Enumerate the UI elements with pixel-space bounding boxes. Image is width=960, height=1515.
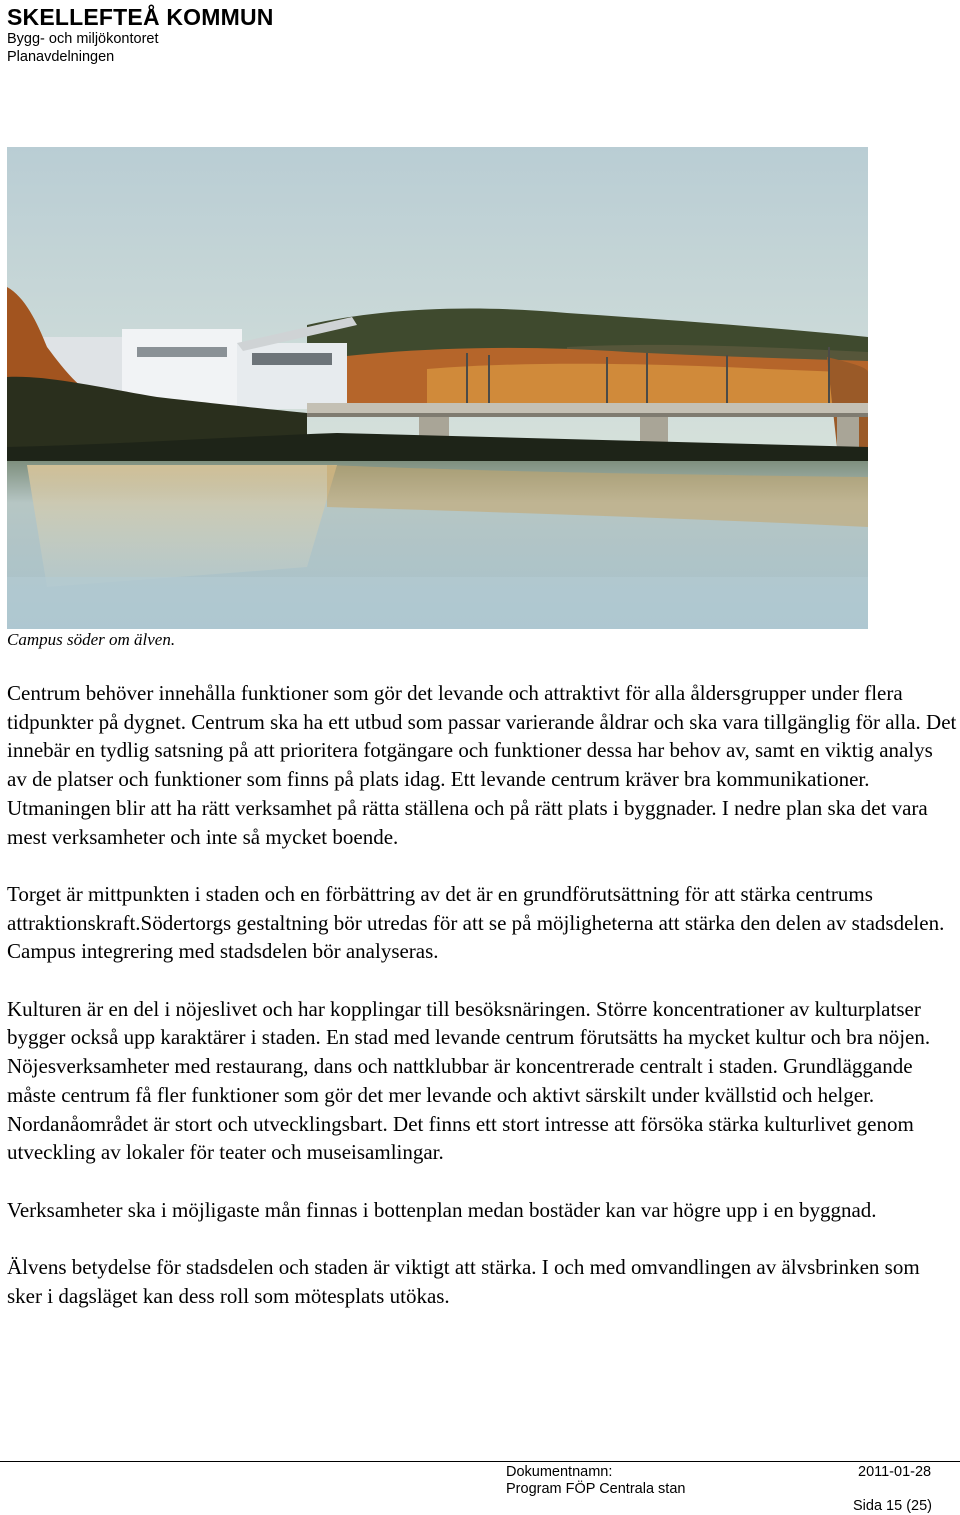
paragraph: Centrum behöver innehålla funktioner som gör det levande och attraktivt för alla åldersgrupper under flera tidpunkter på dygnet. Centrum ska ha ett utbud som passar varierande åldrar och ska vara tillgänglig för alla. Det innebär en tydlig satsning på att prioritera fotgängare och funktioner dessa har behov av, samt en viktig analys av de platser och funktioner som finns på plats idag. Ett levande centrum kräver bra kommunikationer. Utmaningen blir att ha rätt verksamhet på rätta ställena och på rätt plats i byggnader. I nedre plan ska det vara mest verksamheter och inte så mycket boende. — [7, 681, 957, 849]
paragraph: Älvens betydelse för stadsdelen och staden är viktigt att stärka. I och med omvandlingen av älvsbrinken som sker i dagsläget kan dess roll som mötesplats utökas. — [7, 1255, 920, 1308]
document-name: Program FÖP Centrala stan — [506, 1481, 686, 1497]
document-name-label: Dokumentnamn: — [506, 1464, 613, 1480]
department-name: Bygg- och miljökontoret — [7, 31, 159, 47]
body-text — [7, 679, 957, 1339]
paragraph: Kulturen är en del i nöjeslivet och har kopplingar till besöksnäringen. Större koncentrationer av kulturplatser bygger också upp karaktärer i staden. En stad med levande centrum förutsätts ha mycket kultur och bra nöjen. Nöjesverksamheter med restaurang, dans och nattklubbar är koncentrerade centralt i staden. Grundläggande måste centrum få fler funktioner som gör det mer levande och aktivt särskilt under kvällstid och helger. Nordanåområdet är stort och utvecklingsbart. Det finns ett stort intresse att försöka stärka kulturlivet genom utveckling av lokaler för teater och museisamlingar. — [7, 996, 931, 1165]
document-date: 2011-01-28 — [858, 1464, 932, 1480]
footer-divider — [0, 1461, 960, 1462]
organization-name: SKELLEFTEÅ KOMMUN — [7, 4, 274, 30]
division-name: Planavdelningen — [7, 49, 115, 65]
page-number: Sida 15 (25) — [853, 1498, 932, 1514]
paragraph: Torget är mittpunkten i staden och en förbättring av det är en grundförutsättning för att stärka centrums attraktionskraft.Södertorgs gestaltning bör utredas för att se på möjligheterna att stärka den delen av stadsdelen. Campus integrering med stadsdelen bör analyseras. — [7, 881, 945, 964]
figure-caption: Campus söder om älven. — [7, 630, 176, 649]
paragraph: Verksamheter ska i möjligaste mån finnas i bottenplan medan bostäder kan var högre upp i en byggnad. — [7, 1197, 877, 1222]
document-header — [7, 4, 274, 66]
campus-river-photo — [7, 147, 868, 629]
